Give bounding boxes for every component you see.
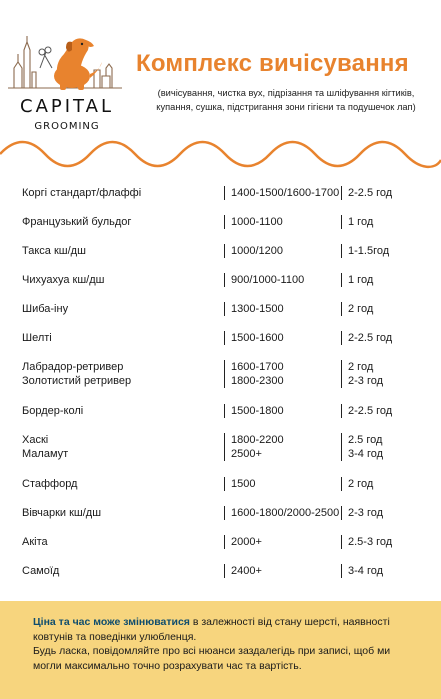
price-value: 1500-1800: [231, 405, 284, 417]
duration-value: 2-2.5 год: [348, 187, 393, 199]
price-value: 1600-1800/2000-2500: [231, 507, 340, 519]
breed-name-cell: [20, 244, 224, 258]
table-row: [20, 433, 432, 461]
breed-name: Французький бульдог: [22, 216, 132, 228]
booking-note: Будь ласка, повідомляйте про всі нюанси заздалегідь при записі, щоб ми могли максимально точно розрахувати час та вартість.: [33, 645, 391, 672]
price-value: 1000/1200: [231, 245, 283, 257]
price-table: [20, 186, 432, 593]
price-value: 2000+: [231, 536, 262, 548]
price-value-cell: [224, 564, 341, 578]
breed-name-cell: [20, 404, 224, 418]
price-value-cell: [224, 186, 341, 200]
price-value: 2400+: [231, 565, 262, 577]
table-row: [20, 186, 432, 200]
duration-value: 2-2.5 год: [348, 332, 393, 344]
duration-value: 2 год: [348, 361, 374, 373]
dog-city-logo-icon: [6, 28, 126, 98]
table-row: [20, 273, 432, 287]
breed-name-cell: [20, 360, 224, 388]
breed-name: Стаффорд: [22, 478, 78, 490]
price-value: 1500: [231, 478, 256, 490]
breed-name: Лабрадор-ретривер: [22, 361, 124, 373]
breed-name-cell: [20, 331, 224, 345]
price-value-cell: [224, 535, 341, 549]
duration-value: 2-2.5 год: [348, 405, 393, 417]
price-value-cell: [224, 331, 341, 345]
duration-value-cell: [341, 302, 421, 316]
breed-name-cell: [20, 433, 224, 461]
duration-value-cell: [341, 360, 421, 388]
price-value: 2500+: [231, 448, 262, 460]
price-value: 1000-1100: [231, 216, 283, 228]
price-value-cell: [224, 506, 341, 520]
breed-name: Маламут: [22, 448, 69, 460]
capital-grooming-logo: [6, 28, 126, 138]
breed-name: Самоїд: [22, 565, 60, 577]
duration-value: 2.5-3 год: [348, 536, 393, 548]
page-header: [0, 0, 441, 180]
table-row: [20, 244, 432, 258]
page-title: Комплекс вичісування: [136, 50, 409, 77]
price-value-cell: [224, 433, 341, 461]
duration-value-cell: [341, 433, 421, 461]
breed-name: Такса кш/дш: [22, 245, 86, 257]
breed-name: Чихуахуа кш/дш: [22, 274, 105, 286]
duration-value: 1 год: [348, 216, 374, 228]
price-value: 1300-1500: [231, 303, 284, 315]
price-value: 1400-1500/1600-1700: [231, 187, 340, 199]
price-change-note: [33, 615, 413, 644]
duration-value: 3-4 год: [348, 565, 384, 577]
duration-value-cell: [341, 477, 421, 491]
breed-name: Шелті: [22, 332, 52, 344]
duration-value-cell: [341, 404, 421, 418]
table-row: [20, 477, 432, 491]
duration-value: 2 год: [348, 478, 374, 490]
note-highlight: Ціна та час може змінюватися: [33, 616, 190, 628]
breed-name-cell: [20, 564, 224, 578]
duration-value: 2-3 год: [348, 375, 384, 387]
note-text: в залежності від стану шерсті, наявності ковтунів та поведінки улюбленця.: [33, 616, 390, 643]
price-value-cell: [224, 215, 341, 229]
breed-name-cell: [20, 302, 224, 316]
breed-name: Бордер-колі: [22, 405, 84, 417]
price-value: 1600-1700: [231, 361, 284, 373]
price-value-cell: [224, 302, 341, 316]
wave-divider: [0, 138, 441, 170]
duration-value: 2 год: [348, 303, 374, 315]
price-value: 1800-2200: [231, 434, 284, 446]
price-value-cell: [224, 404, 341, 418]
table-row: [20, 360, 432, 388]
price-value: 1800-2300: [231, 375, 284, 387]
breed-name-cell: [20, 535, 224, 549]
service-description: (вичісування, чистка вух, підрізання та шліфування кігтиків, купання, сушка, підстригання зони гігієни та подушечок лап): [156, 88, 416, 112]
breed-name-cell: [20, 215, 224, 229]
duration-value: 2-3 год: [348, 507, 384, 519]
duration-value-cell: [341, 331, 421, 345]
table-row: [20, 564, 432, 578]
breed-name-cell: [20, 273, 224, 287]
duration-value-cell: [341, 535, 421, 549]
price-value: 1500-1600: [231, 332, 284, 344]
breed-name: Вівчарки кш/дш: [22, 507, 102, 519]
table-row: [20, 506, 432, 520]
price-value: 900/1000-1100: [231, 274, 305, 286]
breed-name-cell: [20, 506, 224, 520]
price-value-cell: [224, 360, 341, 388]
duration-value-cell: [341, 506, 421, 520]
duration-value-cell: [341, 564, 421, 578]
duration-value: 2.5 год: [348, 434, 383, 446]
duration-value: 3-4 год: [348, 448, 384, 460]
price-value-cell: [224, 244, 341, 258]
duration-value-cell: [341, 244, 421, 258]
duration-value: 1-1.5год: [348, 245, 390, 257]
duration-value-cell: [341, 273, 421, 287]
duration-value-cell: [341, 215, 421, 229]
table-row: [20, 331, 432, 345]
price-value-cell: [224, 477, 341, 491]
breed-name-cell: [20, 477, 224, 491]
table-row: [20, 535, 432, 549]
table-row: [20, 302, 432, 316]
breed-name-cell: [20, 186, 224, 200]
notice-box: [0, 601, 441, 699]
brand-name: CAPITAL: [20, 96, 114, 117]
duration-value: 1 год: [348, 274, 374, 286]
brand-subtitle: GROOMING: [34, 121, 100, 132]
breed-name: Коргі стандарт/флаффі: [22, 187, 142, 199]
duration-value-cell: [341, 186, 421, 200]
price-value-cell: [224, 273, 341, 287]
table-row: [20, 215, 432, 229]
breed-name: Акіта: [22, 536, 48, 548]
breed-name: Шиба-іну: [22, 303, 69, 315]
table-row: [20, 404, 432, 418]
breed-name: Золотистий ретривер: [22, 375, 132, 387]
breed-name: Хаскі: [22, 434, 49, 446]
